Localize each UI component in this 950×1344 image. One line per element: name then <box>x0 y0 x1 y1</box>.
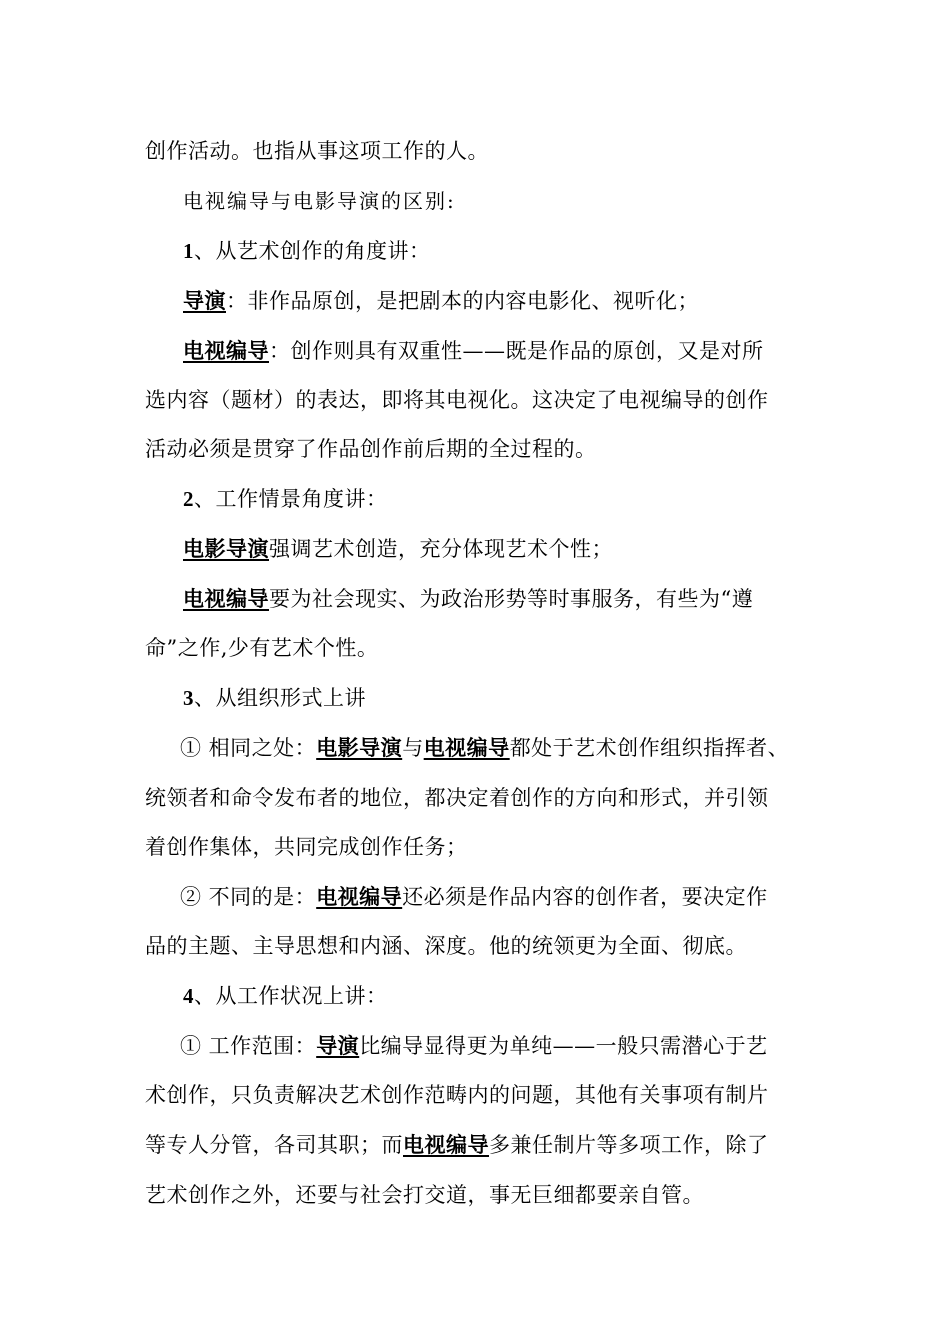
paragraph-line <box>145 385 825 415</box>
text: 还必须是作品内容的创作者，要决定作 <box>402 885 768 909</box>
paragraph-line <box>145 783 825 813</box>
keyword-director: 导演 <box>316 1033 360 1058</box>
text: 创作活动。也指从事这项工作的人。 <box>145 139 489 163</box>
paragraph-line <box>145 1080 825 1110</box>
section-intro <box>183 186 828 216</box>
text: 电视编导与电影导演的区别: <box>183 189 456 213</box>
paragraph-line <box>145 434 825 464</box>
text: ：创作则具有双重性——既是作品的原创，又是对所 <box>269 339 764 363</box>
section-heading-4 <box>183 981 828 1011</box>
text: ：非作品原创，是把剧本的内容电影化、视听化； <box>226 289 699 313</box>
keyword-tv-director: 电视编导 <box>183 586 269 611</box>
text: 、从工作状况上讲： <box>194 984 388 1008</box>
paragraph-line <box>180 1031 830 1061</box>
keyword-film-director: 电影导演 <box>183 536 269 561</box>
keyword-film-director: 电影导演 <box>316 735 403 760</box>
paragraph-line <box>183 534 828 564</box>
paragraph-line <box>145 1180 825 1210</box>
text: 艺术创作之外，还要与社会打交道，事无巨细都要亲自管。 <box>145 1183 704 1207</box>
paragraph-line <box>180 882 830 912</box>
text: 命”之作,少有艺术个性。 <box>145 636 379 660</box>
text: 术创作，只负责解决艺术创作范畴内的问题，其他有关事项有制片 <box>145 1083 769 1107</box>
text: 强调艺术创造，充分体现艺术个性； <box>269 537 613 561</box>
text: 都处于艺术创作组织指挥者、 <box>509 736 790 760</box>
text: 选内容（题材）的表达，即将其电视化。这决定了电视编导的创作 <box>145 388 769 412</box>
keyword-tv-director: 电视编导 <box>403 1132 489 1157</box>
paragraph-line <box>183 336 828 366</box>
keyword-tv-director: 电视编导 <box>183 338 269 363</box>
section-number: 3 <box>183 686 194 710</box>
keyword-director: 导演 <box>183 288 226 313</box>
text: 多兼任制片等多项工作，除了 <box>489 1133 769 1157</box>
paragraph-line <box>183 584 828 614</box>
section-number: 1 <box>183 239 194 263</box>
paragraph-line <box>145 1130 825 1160</box>
text: 与 <box>402 736 424 760</box>
text: ① 工作范围： <box>180 1034 317 1058</box>
text: 、从组织形式上讲 <box>194 686 366 710</box>
text: 品的主题、主导思想和内涵、深度。他的统领更为全面、彻底。 <box>145 934 747 958</box>
section-heading-2 <box>183 484 828 514</box>
section-number: 2 <box>183 487 194 511</box>
paragraph-line <box>145 832 825 862</box>
paragraph-line <box>145 633 825 663</box>
text: 比编导显得更为单纯——一般只需潜心于艺 <box>359 1034 768 1058</box>
text: 、从艺术创作的角度讲： <box>194 239 431 263</box>
text: ② 不同的是： <box>180 885 317 909</box>
text: 活动必须是贯穿了作品创作前后期的全过程的。 <box>145 437 597 461</box>
section-heading-1 <box>183 236 828 266</box>
paragraph-line <box>145 136 825 166</box>
paragraph-line <box>145 931 825 961</box>
paragraph-line <box>183 286 828 316</box>
text: ① 相同之处： <box>180 736 317 760</box>
text: 等专人分管，各司其职；而 <box>145 1133 403 1157</box>
text: 要为社会现实、为政治形势等时事服务，有些为“遵 <box>269 587 754 611</box>
paragraph-line <box>180 733 830 763</box>
keyword-tv-director: 电视编导 <box>316 884 403 909</box>
section-heading-3 <box>183 683 828 713</box>
text: 统领者和命令发布者的地位，都决定着创作的方向和形式，并引领 <box>145 786 769 810</box>
keyword-tv-director: 电视编导 <box>423 735 510 760</box>
text: 着创作集体，共同完成创作任务； <box>145 835 468 859</box>
section-number: 4 <box>183 984 194 1008</box>
text: 、工作情景角度讲： <box>194 487 388 511</box>
